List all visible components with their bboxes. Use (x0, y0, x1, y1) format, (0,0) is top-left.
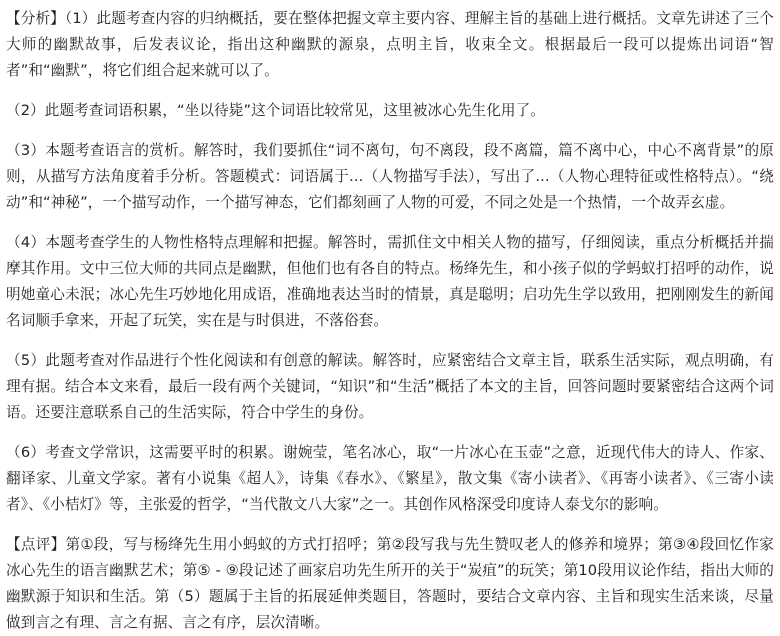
analysis-paragraph-1: 【分析】（1）此题考查内容的归纳概括，要在整体把握文章主要内容、理解主旨的基础上进行概括。文章先讲述了三个大师的幽默故事，后发表议论，指出这种幽默的源泉，点明主旨，收束全文。根据最后一段可以提炼出词语“智者”和“幽默”，将它们组合起来就可以了。 (6, 10, 774, 79)
analysis-paragraph-2: （2）此题考查词语积累，“坐以待毙”这个词语比较常见，这里被冰心先生化用了。 (6, 102, 545, 119)
comment-paragraph: 【点评】第①段，写与杨绛先生用小蚂蚁的方式打招呼；第②段写我与先生赞叹老人的修养和境界；第③④段回忆作家冰心先生的语言幽默艺术；第⑤ - ⑨段记述了画家启功先生所开的关于“炭疽”的玩笑；第10段用议论作结，指出大师的幽默源于知识和生活。第（5）题属于主旨的拓展延伸类题目，答题时，要结合文章内容、主旨和现实生活来谈，尽量做到言之有理、言之有据、言之有序，层次清晰。 (6, 536, 774, 631)
analysis-paragraph-4: （4）本题考查学生的人物性格特点理解和把握。解答时，需抓住文中相关人物的描写，仔细阅读，重点分析概括并揣摩其作用。文中三位大师的共同点是幽默，但他们也有各自的特点。杨绛先生，和小孩子似的学蚂蚁打招呼的动作，说明她童心未泯；冰心先生巧妙地化用成语，准确地表达当时的情景，真是聪明；启功先生学以致用，把刚刚发生的新闻名词顺手拿来，开起了玩笑，实在是与时俱进，不落俗套。 (6, 234, 774, 329)
analysis-paragraph-3: （3）本题考查语言的赏析。解答时，我们要抓住“词不离句，句不离段，段不离篇，篇不离中心，中心不离背景”的原则，从描写方法角度着手分析。答题模式：词语属于...（人物描写手法），写出了...（人物心理特征或性格特点）。“绕动”和“神秘”，一个描写动作，一个描写神态，它们都刻画了人物的可爱，不同之处是一个热情，一个故弄玄虚。 (6, 142, 774, 211)
analysis-paragraph-6: （6）考查文学常识，这需要平时的积累。谢婉莹，笔名冰心，取“一片冰心在玉壶”之意，近现代伟大的诗人、作家、翻译家、儿童文学家。著有小说集《超人》，诗集《春水》、《繁星》，散文集《寄小读者》、《再寄小读者》、《三寄小读者》、《小桔灯》等，主张爱的哲学，“当代散文八大家”之一。其创作风格深受印度诗人泰戈尔的影响。 (6, 444, 774, 513)
analysis-paragraph-5: （5）此题考查对作品进行个性化阅读和有创意的解读。解答时，应紧密结合文章主旨，联系生活实际，观点明确，有理有据。结合本文来看，最后一段有两个关键词，“知识”和“生活”概括了本文的主旨，回答问题时要紧密结合这两个词语。还要注意联系自己的生活实际，符合中学生的身份。 (6, 352, 774, 421)
